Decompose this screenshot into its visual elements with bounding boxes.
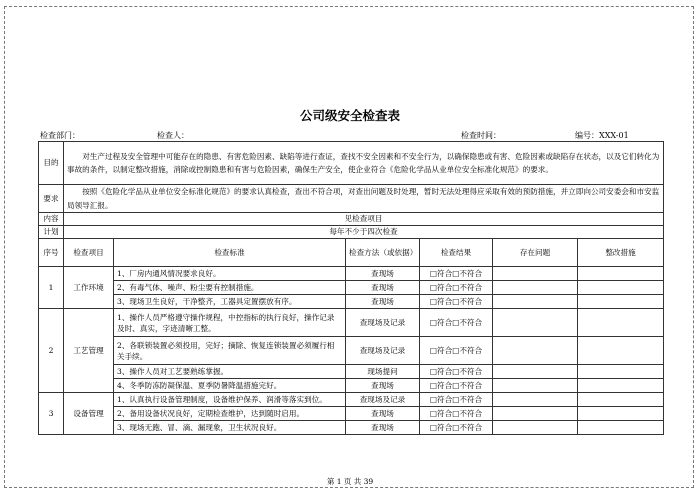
result-checkbox[interactable]: □符合□不符合 [420,365,493,379]
result-checkbox[interactable]: □符合□不符合 [420,393,493,407]
fix-cell[interactable] [578,421,664,435]
method-text: 查现场 [346,267,420,281]
issue-cell[interactable] [493,365,578,379]
criterion-text: 3、操作人员对工艺要熟练掌握。 [114,365,346,379]
criterion-text: 1、厂房内通风情况要求良好。 [114,267,346,281]
fix-cell[interactable] [578,337,664,365]
method-text: 现场提问 [346,365,420,379]
table-row [39,337,664,365]
result-checkbox[interactable]: □符合□不符合 [420,337,493,365]
issue-cell[interactable] [493,393,578,407]
table-row [39,267,664,281]
table-row [39,295,664,309]
criterion-text: 3、现场无跑、冒、滴、漏现象，卫生状况良好。 [114,421,346,435]
section-name: 工作环境 [64,267,114,309]
section-no: 3 [39,393,64,435]
fix-cell[interactable] [578,365,664,379]
result-checkbox[interactable]: □符合□不符合 [420,407,493,421]
header-standard: 检查标准 [114,239,346,267]
content-text: 见检查项目 [64,213,664,226]
plan-row [39,226,664,239]
issue-cell[interactable] [493,421,578,435]
issue-cell[interactable] [493,309,578,337]
requirement-row [39,185,664,213]
criterion-text: 3、现场卫生良好，干净整齐，工器具定置摆放有序。 [114,295,346,309]
fix-cell[interactable] [578,393,664,407]
issue-cell[interactable] [493,295,578,309]
purpose-row [39,142,664,185]
table-row [39,365,664,379]
table-row [39,421,664,435]
table-row [39,393,664,407]
fix-cell[interactable] [578,379,664,393]
criterion-text: 2、有毒气体、噪声、粉尘要有控制措施。 [114,281,346,295]
method-text: 查现场及记录 [346,337,420,365]
method-text: 查现场 [346,295,420,309]
result-checkbox[interactable]: □符合□不符合 [420,309,493,337]
issue-cell[interactable] [493,337,578,365]
issue-cell[interactable] [493,281,578,295]
requirement-text: 按照《危险化学品从业单位安全标准化规范》的要求认真检查，查出不符合项，对查出问题及时处理，暂时无法处理得应采取有效的预防措施，并立即向公司安委会和市安监局领导汇报。 [64,185,664,213]
content-row [39,213,664,226]
doc-code: 编号：XXX-01 [575,131,629,140]
requirement-label: 要求 [39,185,64,213]
section-name: 工艺管理 [64,309,114,393]
criterion-text: 1、操作人员严格遵守操作规程，中控指标的执行良好，操作记录及时、真实，字迹清晰工整。 [114,309,346,337]
inspector-label: 检查人： [157,131,189,140]
fix-cell[interactable] [578,267,664,281]
issue-cell[interactable] [493,267,578,281]
table-row [39,281,664,295]
method-text: 查现场 [346,281,420,295]
header-row [39,239,664,267]
section-no: 1 [39,267,64,309]
fix-cell[interactable] [578,407,664,421]
table-row [39,407,664,421]
issue-cell[interactable] [493,407,578,421]
page-footer: 第 1 页 共 39 [326,477,374,486]
fix-cell[interactable] [578,309,664,337]
issue-cell[interactable] [493,379,578,393]
plan-label: 计划 [39,226,64,239]
table-row [39,379,664,393]
inspect-dept-label: 检查部门： [40,131,80,140]
header-fix: 整改措施 [578,239,664,267]
method-text: 查现场 [346,407,420,421]
criterion-text: 2、备用设备状况良好，定期检查维护，达到随时启用。 [114,407,346,421]
header-no: 序号 [39,239,64,267]
page-title: 公司级安全检查表 [299,108,400,123]
purpose-label: 目的 [39,142,64,185]
criterion-text: 1、认真执行设备管理制度，设备维护保养、润滑等落实到位。 [114,393,346,407]
result-checkbox[interactable]: □符合□不符合 [420,295,493,309]
method-text: 查现场及记录 [346,309,420,337]
fix-cell[interactable] [578,281,664,295]
method-text: 查现场及记录 [346,393,420,407]
header-issue: 存在问题 [493,239,578,267]
result-checkbox[interactable]: □符合□不符合 [420,421,493,435]
table-row [39,309,664,337]
fix-cell[interactable] [578,295,664,309]
criterion-text: 4、冬季防冻防凝保温、夏季防暑降温措施完好。 [114,379,346,393]
purpose-text: 对生产过程及安全管理中可能存在的隐患、有害危险因素、缺陷等进行查证，查找不安全因素和不安全行为，以确保隐患或有害、危险因素或缺陷存在状态，以及它们转化为事故的条件，以制定整改措施，消除或控制隐患和有害与危险因素，确保生产安全，使企业符合《危险化学品从业单位安全标准化规范》的要求。 [64,142,664,185]
header-item: 检查项目 [64,239,114,267]
criterion-text: 2、各联锁装置必须投用，完好；摘除、恢复连锁装置必须履行相关手续。 [114,337,346,365]
plan-text: 每年不少于四次检查 [64,226,664,239]
inspect-time-label: 检查时间： [461,131,501,140]
method-text: 查现场 [346,379,420,393]
section-no: 2 [39,309,64,393]
header-method: 检查方法（或依据） [346,239,420,267]
result-checkbox[interactable]: □符合□不符合 [420,379,493,393]
result-checkbox[interactable]: □符合□不符合 [420,281,493,295]
content-label: 内容 [39,213,64,226]
method-text: 查现场 [346,421,420,435]
header-result: 检查结果 [420,239,493,267]
result-checkbox[interactable]: □符合□不符合 [420,267,493,281]
checklist-table [38,141,664,435]
section-name: 设备管理 [64,393,114,435]
